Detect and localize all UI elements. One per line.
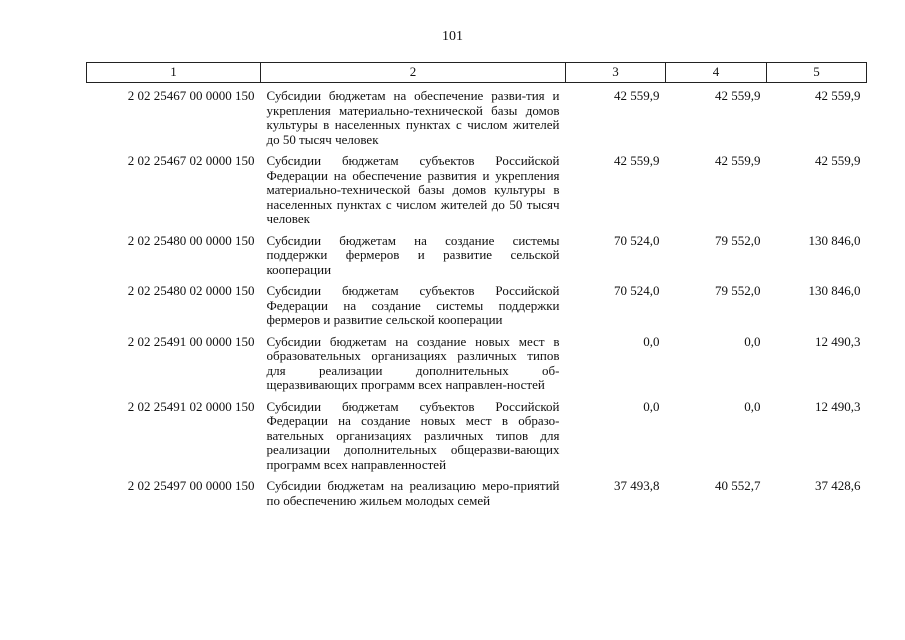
budget-description: Субсидии бюджетам субъектов Российской Федерации на обеспечение развития и укрепления материально-технической базы домов культуры в населенных пунктах с числом жителей до 50 тысяч человек — [266, 153, 560, 226]
budget-code: 2 02 25491 00 0000 150 — [127, 333, 255, 349]
value-col-4: 79 552,0 — [715, 283, 761, 298]
budget-code: 2 02 25480 02 0000 150 — [127, 283, 255, 298]
value-col-4: 0,0 — [744, 398, 761, 414]
value-col-4: 40 552,7 — [715, 478, 761, 493]
header-col-1: 1 — [87, 63, 261, 83]
table-row — [87, 394, 867, 474]
budget-code: 2 02 25480 00 0000 150 — [127, 232, 255, 248]
value-col-3: 70 524,0 — [614, 232, 660, 248]
header-col-2: 2 — [261, 63, 566, 83]
value-col-3: 37 493,8 — [614, 478, 660, 493]
table-row — [87, 329, 867, 394]
value-col-5: 37 428,6 — [815, 478, 861, 493]
value-col-5: 42 559,9 — [815, 88, 861, 103]
header-row — [87, 63, 867, 83]
table-row — [87, 473, 867, 509]
value-col-5: 12 490,3 — [815, 333, 861, 349]
header-col-5: 5 — [767, 63, 867, 83]
budget-code: 2 02 25497 00 0000 150 — [127, 478, 255, 493]
value-col-4: 79 552,0 — [715, 232, 761, 248]
header-col-3: 3 — [566, 63, 666, 83]
value-col-5: 130 846,0 — [808, 283, 861, 298]
value-col-3: 70 524,0 — [614, 283, 660, 298]
table-row — [87, 278, 867, 329]
budget-code: 2 02 25467 02 0000 150 — [127, 153, 255, 168]
value-col-4: 42 559,9 — [715, 153, 761, 168]
table-row — [87, 228, 867, 279]
value-col-5: 12 490,3 — [815, 398, 861, 414]
value-col-3: 42 559,9 — [614, 153, 660, 168]
budget-description: Субсидии бюджетам на создание новых мест в образовательных организациях различных типов для реализации дополнительных об-щеразвивающих программ всех направлен-ностей — [266, 333, 560, 392]
header-col-4: 4 — [666, 63, 767, 83]
budget-code: 2 02 25491 02 0000 150 — [127, 398, 255, 414]
budget-description: Субсидии бюджетам на создание системы поддержки фермеров и развитие сельской кооперации — [266, 232, 560, 277]
table-row — [87, 148, 867, 228]
value-col-3: 0,0 — [643, 398, 660, 414]
value-col-4: 0,0 — [744, 333, 761, 349]
table-row — [87, 83, 867, 149]
budget-description: Субсидии бюджетам субъектов Российской Федерации на создание системы поддержки фермеров и развитие сельской кооперации — [266, 283, 560, 327]
value-col-5: 42 559,9 — [815, 153, 861, 168]
page-number: 101 — [442, 29, 463, 44]
budget-code: 2 02 25467 00 0000 150 — [127, 88, 255, 103]
table-header — [87, 63, 867, 83]
value-col-3: 42 559,9 — [614, 88, 660, 103]
value-col-4: 42 559,9 — [715, 88, 761, 103]
budget-description: Субсидии бюджетам на реализацию меро-приятий по обеспечению жильем молодых семей — [266, 478, 560, 508]
budget-description: Субсидии бюджетам субъектов Российской Федерации на создание новых мест в образо-вательных организациях различных типов для реализации дополнительных общеразви-вающих программ всех направленностей — [266, 398, 560, 472]
table-body — [87, 83, 867, 510]
budget-description: Субсидии бюджетам на обеспечение разви-тия и укрепления материально-технической базы домов культуры в населенных пунктах с числом жителей до 50 тысяч человек — [266, 88, 560, 147]
value-col-5: 130 846,0 — [808, 232, 861, 248]
value-col-3: 0,0 — [643, 333, 660, 349]
budget-table — [86, 62, 867, 509]
